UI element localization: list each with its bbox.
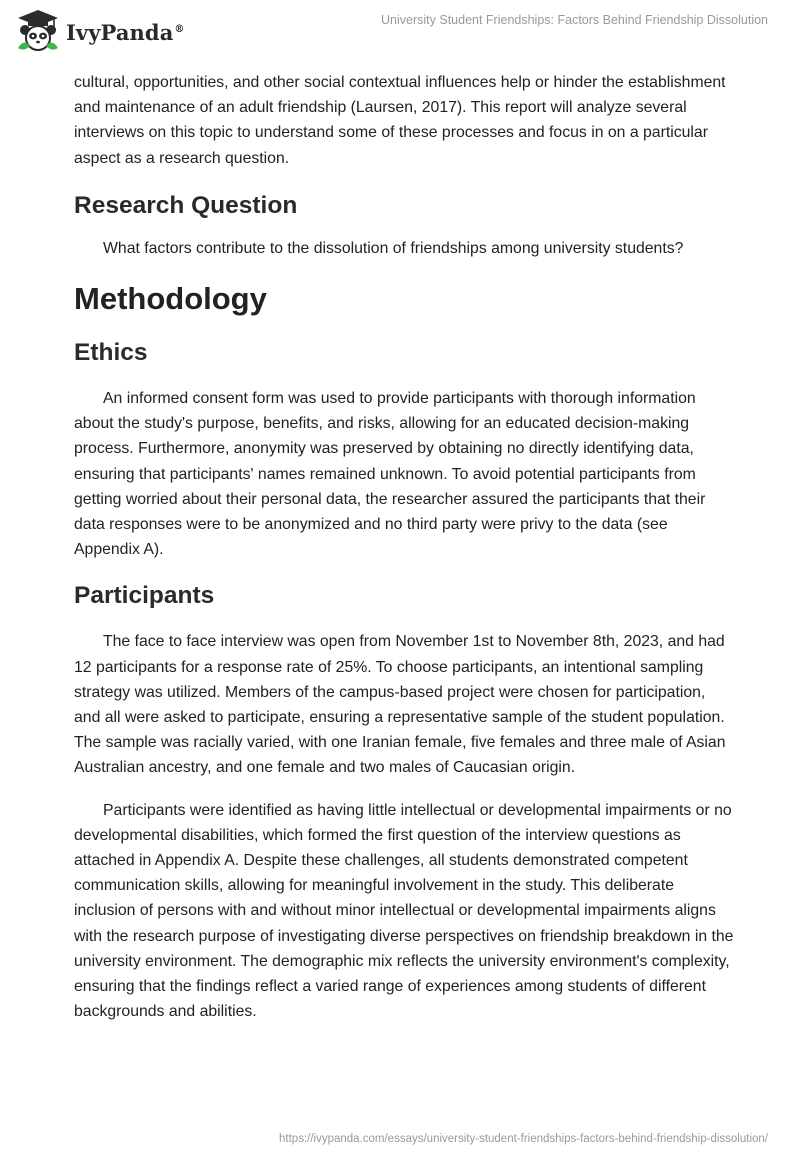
source-url[interactable]: https://ivypanda.com/essays/university-student-friendships-factors-behind-friendship-dissolution/: [279, 1133, 768, 1145]
participants-paragraph-1: The face to face interview was open from November 1st to November 8th, 2023, and had 12 participants for a response rate of 25%. To choose participants, an intentional sampling strategy was utilized. Members of the campus-based project were chosen for participation, and all were asked to participate, ensuring a representative sample of the student population. The sample was racially varied, with one Iranian female, five females and three male of Asian Australian ancestry, and one female and two males of Caucasian origin.: [74, 633, 726, 777]
intro-paragraph: cultural, opportunities, and other social contextual influences help or hinder the establishment and maintenance of an adult friendship (Laursen, 2017). This report will analyze several interviews on this topic to understand some of these processes and focus in on a particular aspect as a research question.: [74, 74, 726, 167]
ethics-heading: Ethics: [74, 339, 148, 367]
research-question-heading: Research Question: [74, 191, 298, 219]
research-question-text: What factors contribute to the dissolution of friendships among university students?: [103, 239, 684, 257]
participants-paragraph-2: Participants were identified as having little intellectual or developmental impairments or no developmental disabilities, which formed the first question of the interview questions as attached in Appendix A. Despite these challenges, all students demonstrated competent communication skills, allowing for meaningful involvement in the study. This deliberate inclusion of persons with and without minor intellectual or developmental impairments aligns with the research purpose of investigating diverse perspectives on friendship breakdown in the university environment. The demographic mix reflects the university environment's complexity, ensuring that the findings reflect a varied range of experiences among students of different backgrounds and abilities.: [74, 801, 734, 1021]
ivypanda-logo[interactable]: [14, 8, 185, 52]
logo-text: IvyPanda: [66, 19, 174, 45]
document-title: University Student Friendships: Factors Behind Friendship Dissolution: [381, 13, 768, 27]
participants-heading: Participants: [74, 582, 215, 610]
article-body: [74, 70, 734, 1024]
logo-registered-mark: ®: [174, 23, 185, 35]
page-header: [0, 0, 800, 62]
methodology-heading: Methodology: [74, 281, 267, 317]
ethics-paragraph: An informed consent form was used to provide participants with thorough information about the study's purpose, benefits, and risks, allowing for an educated decision-making process. Furthermore, anonymity was preserved by obtaining no directly identifying data, ensuring that participants' names remained unknown. To avoid potential participants from getting worried about their personal data, the researcher assured the participants that their data responses were to be anonymized and no third party were privy to the data (see Appendix A).: [74, 390, 706, 559]
panda-graduate-icon: [14, 8, 62, 52]
